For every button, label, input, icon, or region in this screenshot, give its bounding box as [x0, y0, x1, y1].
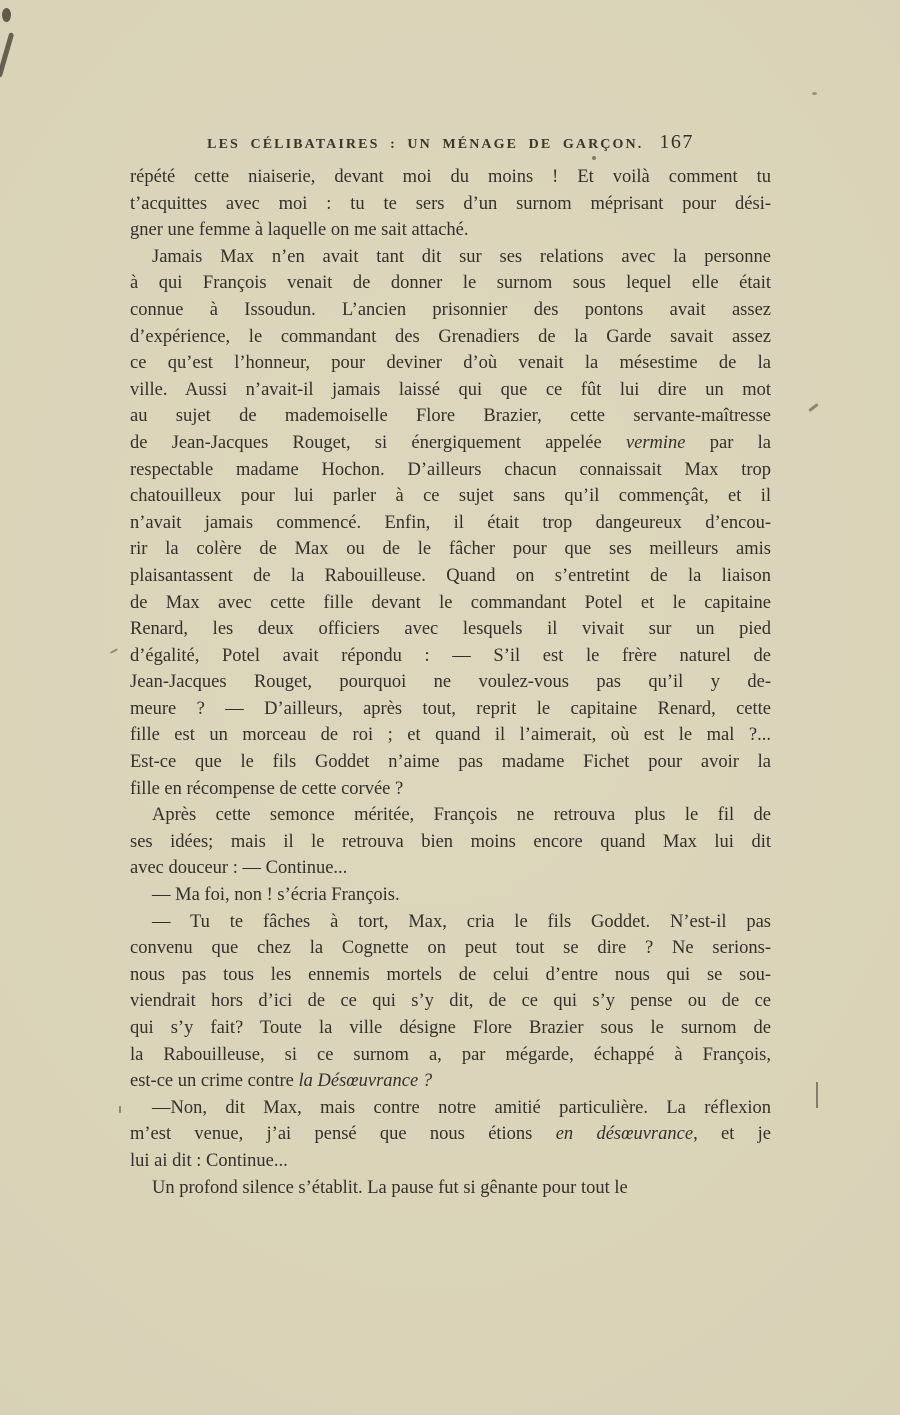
text-run: Jamais Max n’en avait tant dit sur ses relations avec la personne	[152, 246, 771, 267]
text-run: ses idées; mais il le retrouva bien moins encore quand Max lui dit	[130, 831, 771, 852]
text-run: — Ma foi, non ! s’écria François.	[152, 885, 400, 906]
text-line	[130, 217, 771, 244]
text-line	[130, 324, 771, 351]
text-line	[130, 483, 771, 510]
text-run: —Non, dit Max, mais contre notre amitié particulière. La réflexion	[152, 1097, 771, 1118]
text-run: n’avait jamais commencé. Enfin, il était trop dangeureux d’encou-	[130, 512, 771, 533]
text-line	[130, 430, 771, 457]
paragraph	[130, 1175, 771, 1202]
text-run: par la	[685, 432, 771, 453]
text-run: chatouilleux pour lui parler à ce sujet sans qu’il commençât, et il	[130, 486, 771, 507]
text-line	[130, 749, 771, 776]
text-line	[130, 297, 771, 324]
text-run: répété cette niaiserie, devant moi du moins ! Et voilà comment tu	[130, 167, 771, 187]
text-run: fille est un morceau de roi ; et quand il l’aimerait, où est le mal ?...	[130, 725, 771, 746]
text-run: au sujet de mademoiselle Flore Brazier, cette servante-maîtresse	[130, 406, 771, 427]
text-line	[130, 829, 771, 856]
text-run: Renard, les deux officiers avec lesquels il vivait sur un pied	[130, 619, 771, 640]
text-run: convenu que chez la Cognette on peut tout se dire ? Ne serions-	[130, 938, 771, 959]
text-line	[130, 962, 771, 989]
text-line	[130, 590, 771, 617]
text-run: lui ai dit : Continue...	[130, 1150, 288, 1171]
text-line	[130, 1015, 771, 1042]
italic-text-run: en désœuvrance	[555, 1124, 694, 1145]
text-run: fille en récompense de cette corvée ?	[130, 778, 404, 799]
text-line	[130, 1042, 771, 1069]
text-run: meure ? — D’ailleurs, après tout, reprit le capitaine Renard, cette	[130, 698, 771, 719]
text-run: la Rabouilleuse, si ce surnom a, par mégarde, échappé à François,	[130, 1044, 771, 1065]
running-title: LES CÉLIBATAIRES : UN MÉNAGE DE GARÇON.	[207, 137, 644, 152]
italic-text-run: vermine	[625, 432, 686, 453]
text-line	[130, 643, 771, 670]
text-line	[130, 722, 771, 749]
text-line	[130, 696, 771, 723]
text-run: gner une femme à laquelle on me sait attaché.	[130, 220, 469, 241]
text-line	[130, 1148, 771, 1175]
text-line	[130, 1095, 771, 1122]
text-run: Est-ce que le fils Goddet n’aime pas madame Fichet pour avoir la	[130, 752, 771, 773]
text-line	[130, 457, 771, 484]
text-run: m’est venue, j’ai pensé que nous étions	[130, 1124, 556, 1145]
text-line	[130, 909, 771, 936]
text-run: respectable madame Hochon. D’ailleurs chacun connaissait Max trop	[130, 459, 771, 480]
text-run: à qui François venait de donner le surnom sous lequel elle était	[130, 273, 771, 294]
text-run: Après cette semonce méritée, François ne retrouva plus le fil de	[152, 805, 771, 826]
text-run: Un profond silence s’établit. La pause fut si gênante pour tout le	[152, 1177, 628, 1198]
text-run: d’égalité, Potel avait répondu : — S’il est le frère naturel de	[130, 645, 771, 666]
text-run: qui s’y fait? Toute la ville désigne Flore Brazier sous le surnom de	[130, 1018, 771, 1038]
text-line	[130, 855, 771, 882]
text-run: , et je	[693, 1124, 772, 1145]
page-number: 167	[659, 131, 694, 153]
italic-text-run: la Désœuvrance ?	[298, 1071, 433, 1092]
text-line	[130, 616, 771, 643]
text-line	[130, 510, 771, 537]
text-line	[130, 802, 771, 829]
text-run: ville. Aussi n’avait-il jamais laissé qui que ce fût lui dire un mot	[130, 379, 771, 400]
text-line	[130, 350, 771, 377]
text-line	[130, 882, 771, 909]
text-run: — Tu te fâches à tort, Max, cria le fils Goddet. N’est-il pas	[152, 911, 771, 932]
text-line	[130, 988, 771, 1015]
text-line	[130, 270, 771, 297]
text-line	[130, 536, 771, 563]
text-run: avec douceur : — Continue...	[130, 858, 348, 879]
text-line	[130, 1175, 771, 1202]
body-text	[130, 164, 771, 1201]
paragraph	[130, 882, 771, 909]
text-line	[130, 191, 771, 218]
text-run: est-ce un crime contre	[130, 1071, 299, 1092]
text-run: rir la colère de Max ou de le fâcher pour que ses meilleurs amis	[130, 539, 771, 560]
text-run: d’expérience, le commandant des Grenadiers de la Garde savait assez	[130, 326, 771, 347]
text-line	[130, 935, 771, 962]
paragraph	[130, 164, 771, 244]
text-run: ce qu’est l’honneur, pour deviner d’où venait la mésestime de la	[130, 353, 771, 374]
text-run: connue à Issoudun. L’ancien prisonnier des pontons avait assez	[130, 299, 771, 320]
page-header	[130, 131, 771, 154]
text-run: Jean-Jacques Rouget, pourquoi ne voulez-vous pas qu’il y de-	[130, 672, 771, 693]
text-line	[130, 1121, 771, 1148]
text-line	[130, 563, 771, 590]
text-line	[130, 1068, 771, 1095]
paragraph	[130, 1095, 771, 1175]
text-run: nous pas tous les ennemis mortels de celui d’entre nous qui se sou-	[130, 964, 771, 985]
text-run: de Max avec cette fille devant le commandant Potel et le capitaine	[130, 592, 771, 613]
text-run: t’acquittes avec moi : tu te sers d’un surnom méprisant pour dési-	[130, 193, 771, 214]
paragraph	[130, 244, 771, 802]
text-line	[130, 377, 771, 404]
text-line	[130, 244, 771, 271]
paragraph	[130, 909, 771, 1095]
text-line	[130, 403, 771, 430]
text-line	[130, 669, 771, 696]
text-run: de Jean-Jacques Rouget, si énergiquement appelée	[130, 432, 626, 453]
text-line	[130, 776, 771, 803]
text-run: plaisantassent de la Rabouilleuse. Quand on s’entretint de la liaison	[130, 565, 771, 586]
text-line	[130, 164, 771, 191]
paragraph	[130, 802, 771, 882]
text-run: viendrait hors d’ici de ce qui s’y dit, de ce qui s’y pense ou de ce	[130, 991, 771, 1012]
